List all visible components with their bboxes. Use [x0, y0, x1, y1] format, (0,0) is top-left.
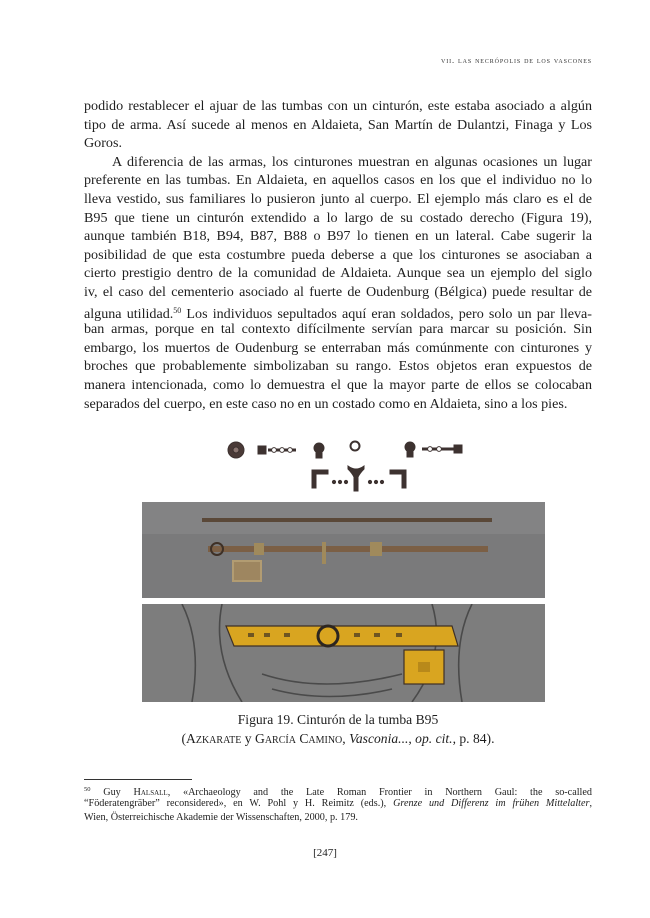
footnote-ref[interactable]: 50 [173, 305, 182, 315]
body-line: cierto prestigio dentro de la comunidad de Aldaieta. Aunque sea un ejemplo del siglo [84, 265, 592, 282]
figure-caption: Figura 19. Cinturón de la tumba B95 [237, 712, 439, 727]
footnote-part: “Föderatengräber” reconsidered», en W. Pohl y H. Reimitz (eds.), [84, 798, 394, 810]
page-number: [247] [313, 847, 337, 859]
footnote-rule [84, 779, 192, 780]
body-line: A diferencia de las armas, los cinturones muestran en algunas ocasiones un lugar [112, 153, 592, 170]
footnote-line [84, 783, 592, 797]
body-line: lleva vestido, sus familiares lo pusieron junto al cuerpo. El ejemplo más claro es el de [84, 190, 592, 207]
footnote-book-title: Grenze und Differenz im frühen Mittelalter [393, 798, 590, 810]
caption-part: y [241, 731, 255, 746]
caption-part: ( [181, 731, 187, 746]
caption-part: , [342, 731, 350, 746]
body-line: Goros. [84, 135, 122, 152]
body-line: manera intencionada, como lo demuestra el que la mayor parte de ellos se colocaban [84, 376, 592, 393]
body-line-part: alguna utilidad. [84, 305, 174, 322]
body-line: podido restablecer el ajuar de las tumbas con un cinturón, este estaba asociado a algún [84, 98, 592, 114]
running-header: vii. las necrópolis de los vascones [441, 56, 592, 65]
caption-author: García Camino [255, 731, 343, 746]
belt-photograph [142, 502, 545, 598]
body-line: iv, el caso del cementerio asociado al fuerte de Oudenburg (Bélgica) puede resultar de [84, 283, 592, 300]
figure-caption-source [84, 731, 592, 747]
footnote [84, 783, 592, 826]
body-line: ban armas, porque en tal contexto difícilmente servían para marcar su posición. Sin [84, 321, 592, 338]
body-line [84, 302, 592, 321]
footnote-part: Guy [90, 787, 134, 798]
body-line: separados del cuerpo, en este caso no en un costado como en Aldaieta, sino a los pies. [84, 395, 568, 412]
body-line: embargo, los muertos de Oudenburg se enterraban más comúnmente con cinturones y [84, 339, 592, 356]
footnote-number: 50 [84, 786, 91, 793]
footnote-line [84, 797, 592, 811]
body-line: broches que probablemente simbolizaban su rango. Estos objetos eran expuestos de [84, 358, 592, 375]
belt-reconstruction-drawing [142, 604, 545, 702]
caption-opcit: op. cit. [415, 731, 453, 746]
footnote-part: , «Archaeology and the Late Roman Frontier in Northern Gaul: the so-called [167, 787, 592, 798]
caption-work-title: Vasconia... [349, 731, 409, 746]
body-line: posibilidad de que esta costumbre pueda deberse a que los cinturones se asociaban a [84, 246, 592, 263]
body-line-part: Los individuos sepultados aquí eran soldados, pero solo un par lleva- [181, 305, 592, 322]
body-line: preferente en las tumbas. En Aldaieta, en aquellos casos en los que el individuo no lo [84, 172, 592, 189]
footnote-line: Wien, Österreichische Akademie der Wissenschaften, 2000, p. 179. [84, 812, 358, 824]
body-text [84, 97, 592, 413]
caption-part: , [408, 731, 416, 746]
body-line: aunque también B18, B94, B87, B88 o B97 lo tienen en un lateral. Cabe sugerir la [84, 228, 592, 245]
belt-fittings-illustration [220, 434, 485, 494]
body-line: B95 que tiene un cinturón extendido a lo largo de su costado derecho (Figura 19), [84, 209, 592, 226]
footnote-author: Halsall [133, 787, 168, 798]
caption-part: , p. 84). [452, 731, 495, 746]
caption-author: Azkarate [186, 731, 242, 746]
footnote-part: , [589, 798, 593, 810]
body-line: tipo de arma. Así sucede al menos en Aldaieta, San Martín de Dulantzi, Finaga y Los [84, 116, 592, 133]
